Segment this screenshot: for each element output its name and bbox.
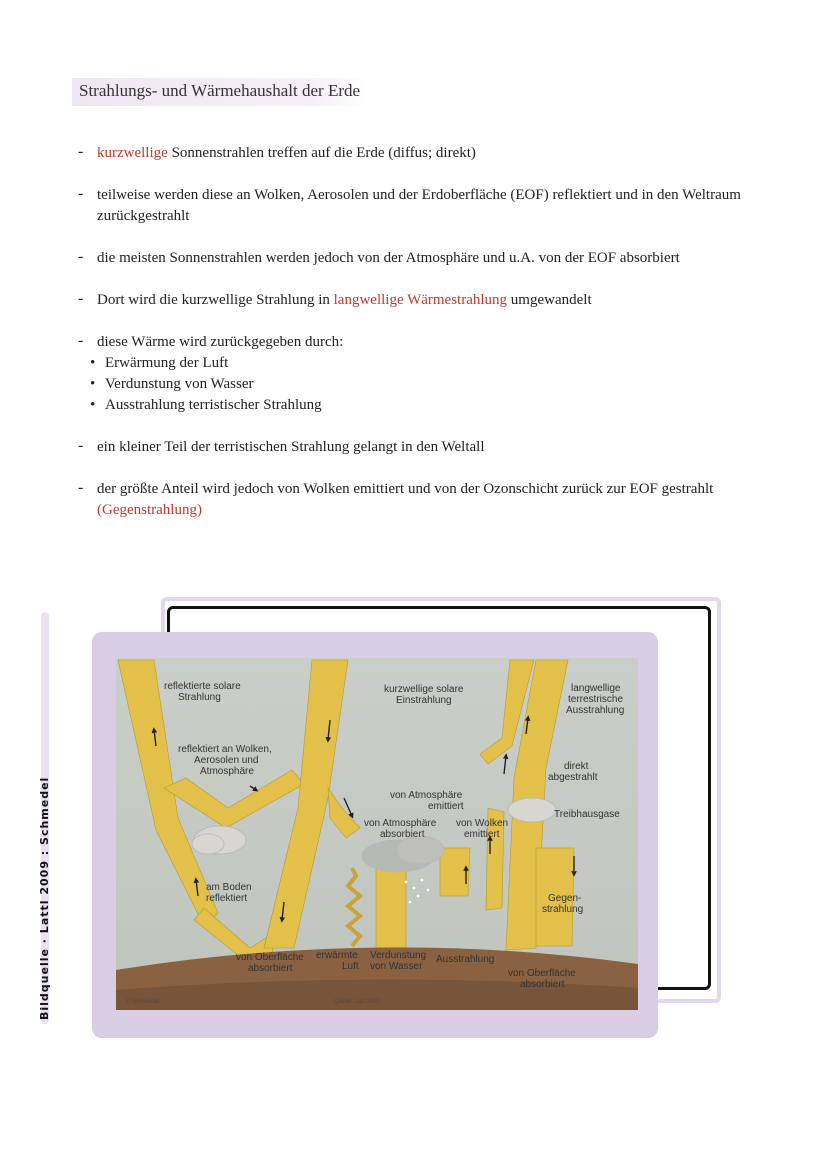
label-surface-absorbed: von Oberfläche (236, 952, 304, 963)
label-counter-2: strahlung (542, 904, 584, 915)
label-heated-air-2: Luft (342, 961, 359, 972)
note-text: Dort wird die kurzwellige Strahlung in (97, 292, 334, 308)
sub-item: • Erwärmung der Luft (87, 353, 768, 374)
label-emission: Ausstrahlung (436, 954, 495, 965)
label-shortwave-2: Einstrahlung (396, 695, 452, 706)
label-counter: Gegen- (548, 893, 582, 904)
label-atmo-absorbed-2: absorbiert (380, 829, 425, 840)
note-text: der größte Anteil wird jedoch von Wolken emittiert und von der Ozonschicht zurück zur EOF gestrahlt (97, 481, 714, 497)
sub-list (87, 353, 768, 416)
label-cloud-reflect: reflektiert an Wolken, (178, 744, 272, 755)
note-item (78, 290, 768, 311)
label-direct: direkt (564, 761, 589, 772)
notes-list (78, 143, 768, 542)
source-text: Quelle: Latf 2009 (334, 999, 380, 1005)
note-item (78, 332, 768, 416)
label-surface-absorbed-2: absorbiert (248, 963, 293, 974)
label-shortwave: kurzwellige solare (384, 684, 464, 695)
cloud-left-puff (192, 834, 224, 854)
label-longwave-3: Ausstrahlung (566, 705, 625, 716)
label-ground-reflect: am Boden (206, 882, 252, 893)
cloud-right (508, 798, 556, 822)
label-ground-reflect-2: reflektiert (206, 893, 248, 904)
sub-item: • Ausstrahlung terristischer Strahlung (87, 395, 768, 416)
note-text: diese Wärme wird zurückgegeben durch: (97, 334, 344, 350)
label-atmo-emitted-2: emittiert (428, 801, 464, 812)
note-text: Sonnenstrahlen treffen auf die Erde (diffus; direkt) (167, 145, 476, 161)
note-text: teilweise werden diese an Wolken, Aerosolen und der Erdoberfläche (EOF) reflektiert und in den Weltraum zurückgestrahlt (97, 187, 741, 224)
label-cloud-reflect-3: Atmosphäre (200, 766, 254, 777)
dash-icon: - (78, 437, 84, 454)
label-cloud-reflect-2: Aerosolen und (194, 755, 259, 766)
label-longwave-2: terrestrische (568, 694, 624, 705)
label-evaporation: Verdunstung (370, 950, 427, 961)
dash-icon: - (78, 290, 84, 307)
note-text: ein kleiner Teil der terristischen Strahlung gelangt in den Weltall (97, 439, 485, 455)
note-item (78, 143, 768, 164)
dash-icon: - (78, 248, 84, 265)
label-atmo-emitted: von Atmosphäre (390, 790, 463, 801)
note-highlight: kurzwellige (97, 145, 168, 161)
note-text: umgewandelt (507, 292, 592, 308)
note-item (78, 248, 768, 269)
label-cloud-emitted-2: emittiert (464, 829, 500, 840)
radiation-diagram (116, 658, 638, 1010)
sub-item: • Verdunstung von Wasser (87, 374, 768, 395)
dash-icon: - (78, 185, 84, 202)
label-greenhouse: Treibhausgase (554, 809, 620, 820)
label-reflected-solar-2: Strahlung (178, 692, 221, 703)
label-reflected-solar: reflektierte solare (164, 681, 241, 692)
note-highlight: (Gegenstrahlung) (97, 502, 202, 518)
note-item (78, 479, 768, 521)
note-item (78, 185, 768, 227)
radiation-diagram-photo (116, 658, 638, 1010)
copyright-text: © Schroedel (126, 999, 160, 1005)
label-longwave: langwellige (571, 683, 621, 694)
dash-icon: - (78, 332, 84, 349)
cloud-center-puff (396, 836, 444, 864)
page-title: Strahlungs- und Wärmehaushalt der Erde (72, 78, 368, 106)
label-heated-air: erwärmte (316, 950, 358, 961)
image-source-note: Bildquelle · Lattl 2009 : Schmedel (38, 776, 51, 1020)
note-text: die meisten Sonnenstrahlen werden jedoch von der Atmosphäre und u.A. von der EOF absorbiert (97, 250, 680, 266)
note-highlight: langwellige Wärmestrahlung (333, 292, 508, 308)
label-direct-2: abgestrahlt (548, 772, 598, 783)
note-item (78, 437, 768, 458)
label-surface-absorbed-right-2: absorbiert (520, 979, 565, 990)
dash-icon: - (78, 143, 84, 160)
label-surface-absorbed-right: von Oberfläche (508, 968, 576, 979)
dash-icon: - (78, 479, 84, 496)
label-cloud-emitted: von Wolken (456, 818, 509, 829)
label-atmo-absorbed: von Atmosphäre (364, 818, 437, 829)
label-evaporation-2: von Wasser (370, 961, 423, 972)
